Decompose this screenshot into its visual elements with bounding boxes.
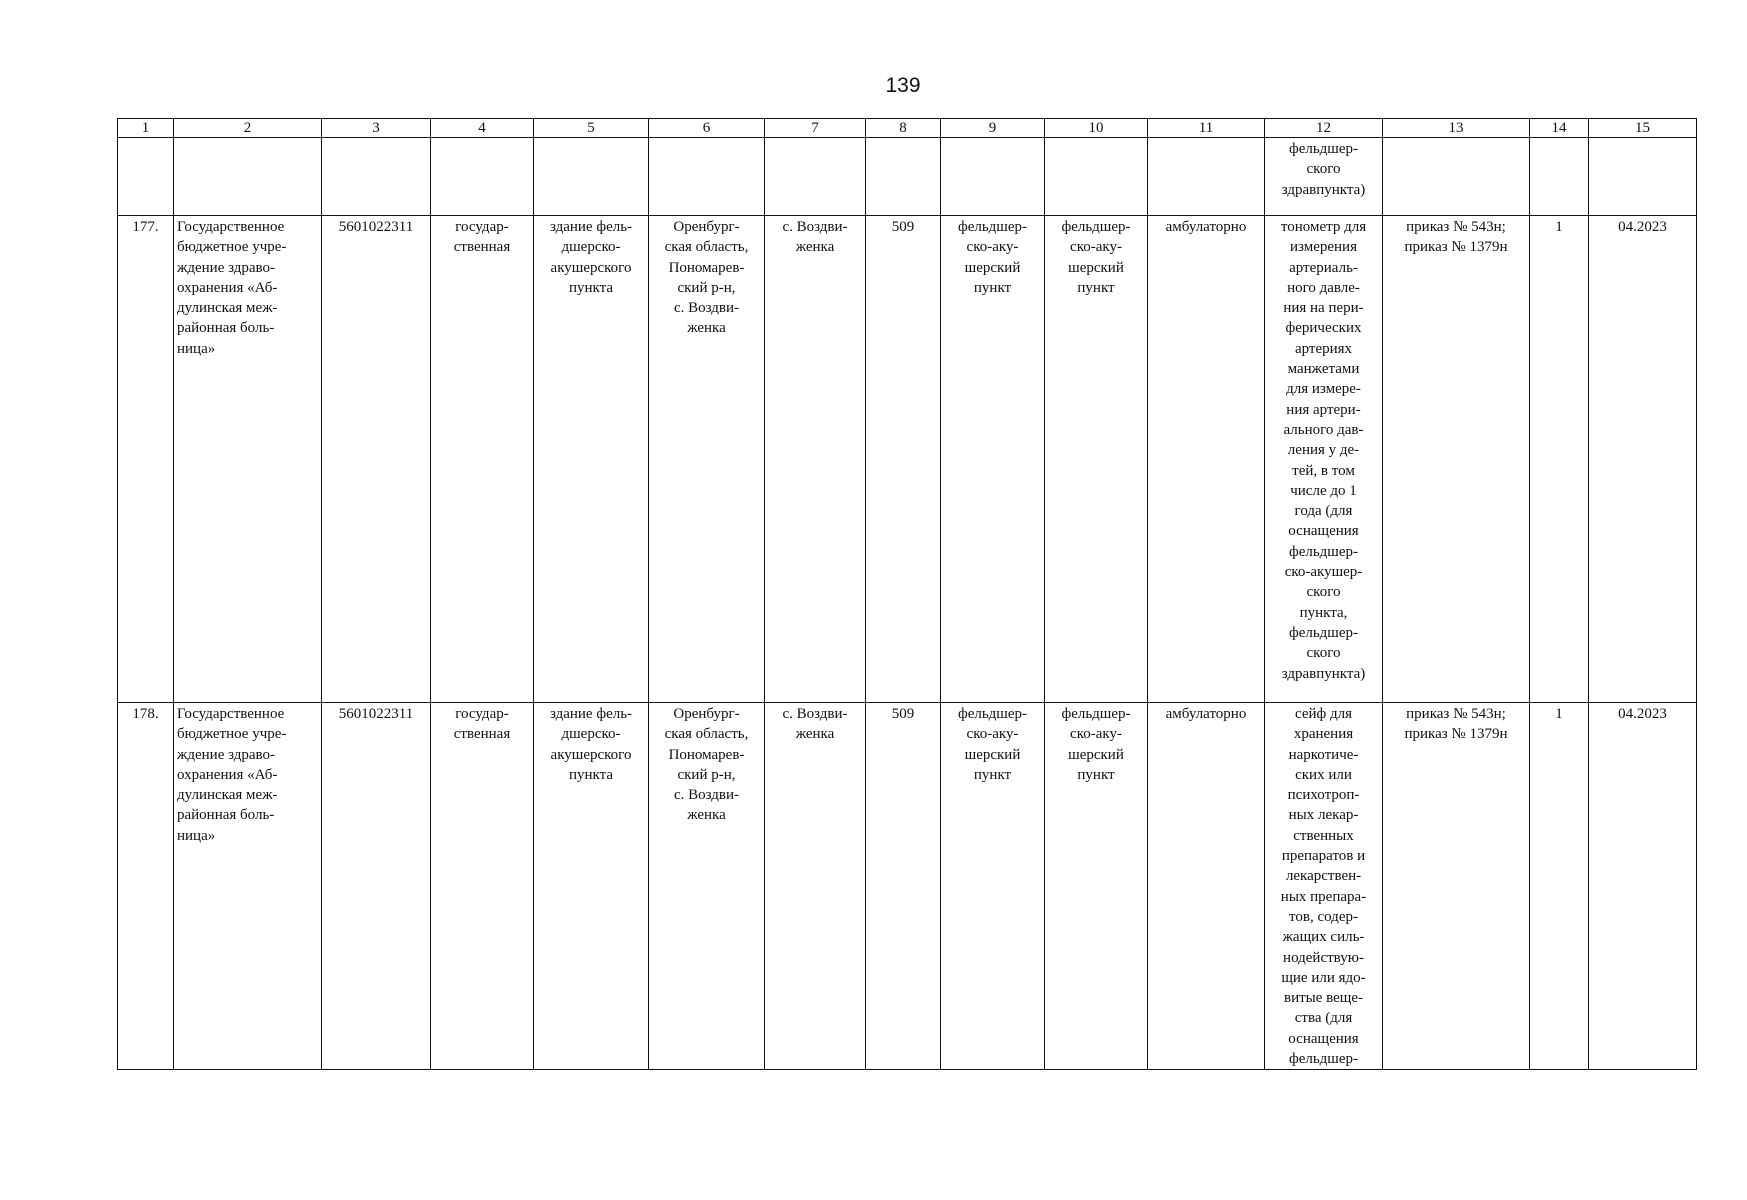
- ownership-cell: государ- ственная: [431, 703, 534, 1070]
- column-number: 6: [649, 119, 765, 138]
- unit-name-cell: [1045, 138, 1148, 216]
- table-row: [118, 216, 1697, 703]
- column-number: 13: [1383, 119, 1530, 138]
- building-cell: здание фель- дшерско- акушерского пункта: [534, 703, 649, 1070]
- unit-type-cell: фельдшер- ско-аку- шерский пункт: [941, 216, 1045, 703]
- code-cell: 509: [866, 703, 941, 1070]
- building-cell: здание фель- дшерско- акушерского пункта: [534, 216, 649, 703]
- unit-type-cell: фельдшер- ско-аку- шерский пункт: [941, 703, 1045, 1070]
- building-cell: [534, 138, 649, 216]
- quantity-cell: 1: [1530, 703, 1589, 1070]
- row-number-cell: [118, 138, 174, 216]
- unit-name-cell: фельдшер- ско-аку- шерский пункт: [1045, 216, 1148, 703]
- quantity-cell: 1: [1530, 216, 1589, 703]
- settlement-cell: с. Воздви- женка: [765, 703, 866, 1070]
- quantity-cell: [1530, 138, 1589, 216]
- column-number: 10: [1045, 119, 1148, 138]
- ownership-cell: государ- ственная: [431, 216, 534, 703]
- equipment-cell: фельдшер- ского здравпункта): [1265, 138, 1383, 216]
- column-number: 5: [534, 119, 649, 138]
- row-number-cell: 177.: [118, 216, 174, 703]
- order-cell: приказ № 543н; приказ № 1379н: [1383, 703, 1530, 1070]
- column-number: 9: [941, 119, 1045, 138]
- column-number: 8: [866, 119, 941, 138]
- column-number-row: [118, 119, 1697, 138]
- page-number: 139: [885, 74, 921, 97]
- column-number: 15: [1589, 119, 1697, 138]
- inn-cell: [322, 138, 431, 216]
- row-number-cell: 178.: [118, 703, 174, 1070]
- column-number: 4: [431, 119, 534, 138]
- care-condition-cell: [1148, 138, 1265, 216]
- care-condition-cell: амбулаторно: [1148, 703, 1265, 1070]
- column-number: 11: [1148, 119, 1265, 138]
- address-cell: Оренбург- ская область, Пономарев- ский р-н, с. Воздви- женка: [649, 703, 765, 1070]
- unit-type-cell: [941, 138, 1045, 216]
- care-condition-cell: амбулаторно: [1148, 216, 1265, 703]
- inn-cell: 5601022311: [322, 703, 431, 1070]
- inn-cell: 5601022311: [322, 216, 431, 703]
- organization-cell: Государственное бюджетное учре- ждение здраво- охранения «Аб- дулинская меж- районная боль- ница»: [174, 703, 322, 1070]
- settlement-cell: с. Воздви- женка: [765, 216, 866, 703]
- date-cell: [1589, 138, 1697, 216]
- date-cell: 04.2023: [1589, 703, 1697, 1070]
- column-number: 12: [1265, 119, 1383, 138]
- column-number: 1: [118, 119, 174, 138]
- code-cell: 509: [866, 216, 941, 703]
- settlement-cell: [765, 138, 866, 216]
- equipment-table: [117, 118, 1697, 1070]
- equipment-cell: тонометр для измерения артериаль- ного давле- ния на пери- ферических артериях манжетами для измере- ния артери- ального дав- ления у де- тей, в том числе до 1 года (для оснащения фельдшер- ско-акушер- ского пункта, фельдшер- ского здравпункта): [1265, 216, 1383, 703]
- ownership-cell: [431, 138, 534, 216]
- organization-cell: [174, 138, 322, 216]
- order-cell: [1383, 138, 1530, 216]
- order-cell: приказ № 543н; приказ № 1379н: [1383, 216, 1530, 703]
- column-number: 2: [174, 119, 322, 138]
- equipment-cell: сейф для хранения наркотиче- ских или психотроп- ных лекар- ственных препаратов и лекарствен- ных препара- тов, содер- жащих силь- нодействую- щие или ядо- витые веще- ства (для оснащения фельдшер-: [1265, 703, 1383, 1070]
- table-row: [118, 703, 1697, 1070]
- address-cell: Оренбург- ская область, Пономарев- ский р-н, с. Воздви- женка: [649, 216, 765, 703]
- column-number: 7: [765, 119, 866, 138]
- date-cell: 04.2023: [1589, 216, 1697, 703]
- table-row: [118, 138, 1697, 216]
- address-cell: [649, 138, 765, 216]
- unit-name-cell: фельдшер- ско-аку- шерский пункт: [1045, 703, 1148, 1070]
- code-cell: [866, 138, 941, 216]
- column-number: 14: [1530, 119, 1589, 138]
- column-number: 3: [322, 119, 431, 138]
- organization-cell: Государственное бюджетное учре- ждение здраво- охранения «Аб- дулинская меж- районная боль- ница»: [174, 216, 322, 703]
